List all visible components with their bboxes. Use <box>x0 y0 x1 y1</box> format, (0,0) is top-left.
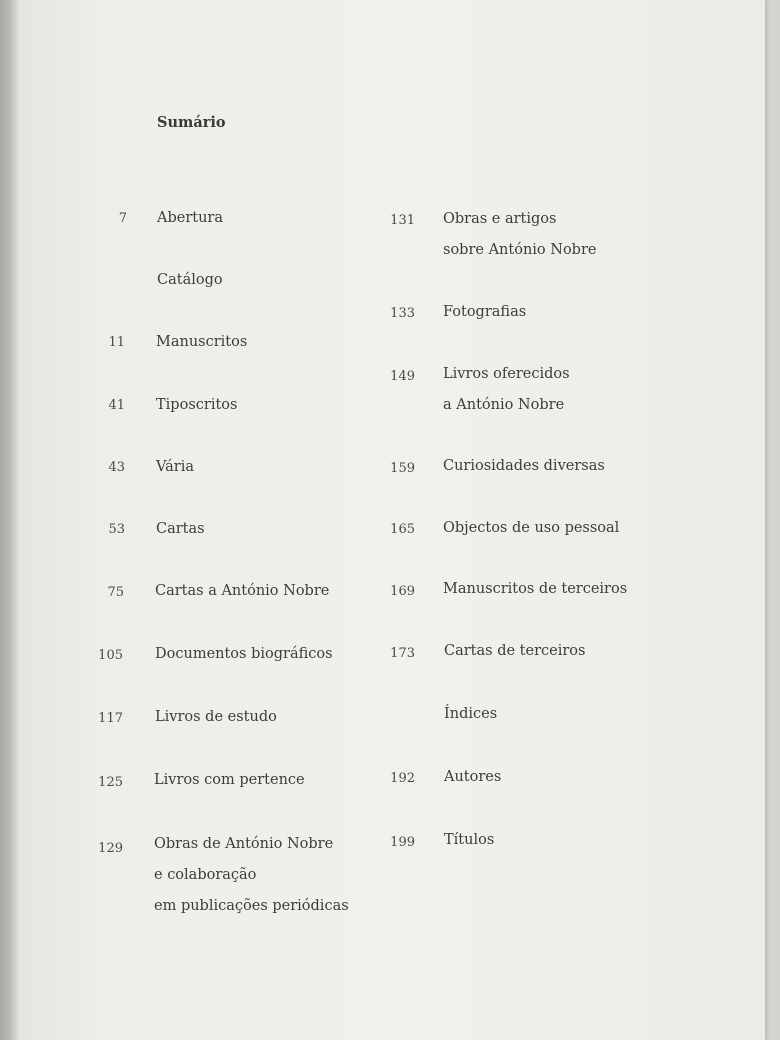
toc-page-number: 133 <box>390 306 415 321</box>
toc-entry-line: Cartas a António Nobre <box>155 583 330 599</box>
toc-entry-line: Autores <box>444 769 502 785</box>
toc-entry <box>155 576 329 607</box>
toc-entry-line: e colaboração <box>154 867 257 883</box>
toc-entry-line: a António Nobre <box>443 397 565 413</box>
page-title: Sumário <box>157 114 226 131</box>
toc-page-number: 165 <box>390 522 415 537</box>
toc-page-number: 149 <box>390 369 415 384</box>
toc-entry-line: Catálogo <box>157 272 223 288</box>
toc-entry <box>154 829 349 922</box>
toc-entry <box>443 204 596 266</box>
toc-entry <box>443 359 570 421</box>
page-spine-shading <box>10 0 20 1040</box>
toc-section-heading <box>157 265 223 296</box>
toc-entry <box>444 636 585 667</box>
toc-page-number: 159 <box>390 461 415 476</box>
toc-page-number: 43 <box>108 460 125 475</box>
toc-entry <box>156 452 194 483</box>
toc-entry <box>155 702 277 733</box>
toc-entry-line: Vária <box>156 459 194 475</box>
toc-entry-line: sobre António Nobre <box>443 242 597 258</box>
toc-entry <box>155 639 333 670</box>
toc-entry <box>154 765 305 796</box>
toc-entry-line: Objectos de uso pessoal <box>443 520 620 536</box>
toc-entry-line: Livros com pertence <box>154 772 305 788</box>
toc-entry-line: Cartas <box>156 521 205 537</box>
toc-entry-line: Manuscritos <box>156 334 248 350</box>
toc-entry-line: Manuscritos de terceiros <box>443 581 628 597</box>
toc-page-number: 125 <box>98 775 123 790</box>
toc-entry-line: Obras e artigos <box>443 211 557 227</box>
toc-entry <box>443 513 619 544</box>
toc-entry-line: Curiosidades diversas <box>443 458 605 474</box>
toc-entry <box>444 762 501 793</box>
toc-entry-line: Obras de António Nobre <box>154 836 334 852</box>
toc-page-number: 7 <box>118 211 127 226</box>
toc-entry-line: Documentos biográficos <box>155 646 333 662</box>
toc-entry <box>444 825 494 856</box>
toc-page-number: 11 <box>108 335 125 350</box>
toc-page-number: 169 <box>390 584 415 599</box>
toc-entry-line: em publicações periódicas <box>154 898 349 914</box>
toc-page-number: 129 <box>98 841 123 856</box>
toc-page-number: 105 <box>98 648 123 663</box>
toc-page-number: 131 <box>390 213 415 228</box>
toc-entry-line: Títulos <box>444 832 495 848</box>
toc-entry <box>156 390 237 421</box>
toc-page-number: 41 <box>108 398 125 413</box>
toc-page-number: 173 <box>390 646 415 661</box>
toc-entry <box>443 451 605 482</box>
toc-entry-line: Fotografias <box>443 304 527 320</box>
toc-entry <box>156 514 205 545</box>
toc-entry-line: Cartas de terceiros <box>444 643 586 659</box>
toc-entry <box>443 297 526 328</box>
toc-entry <box>157 203 223 234</box>
toc-section-heading <box>444 699 497 730</box>
toc-entry-line: Livros oferecidos <box>443 366 570 382</box>
toc-entry-line: Tiposcritos <box>156 397 238 413</box>
toc-page-number: 199 <box>390 835 415 850</box>
toc-page-number: 75 <box>107 585 124 600</box>
toc-entry-line: Índices <box>444 706 498 722</box>
toc-page-number: 53 <box>108 522 125 537</box>
toc-page-number: 117 <box>98 711 123 726</box>
toc-entry <box>443 574 627 605</box>
toc-page-number: 192 <box>390 771 415 786</box>
toc-entry-line: Livros de estudo <box>155 709 277 725</box>
toc-entry <box>156 327 247 358</box>
toc-entry-line: Abertura <box>157 210 224 226</box>
